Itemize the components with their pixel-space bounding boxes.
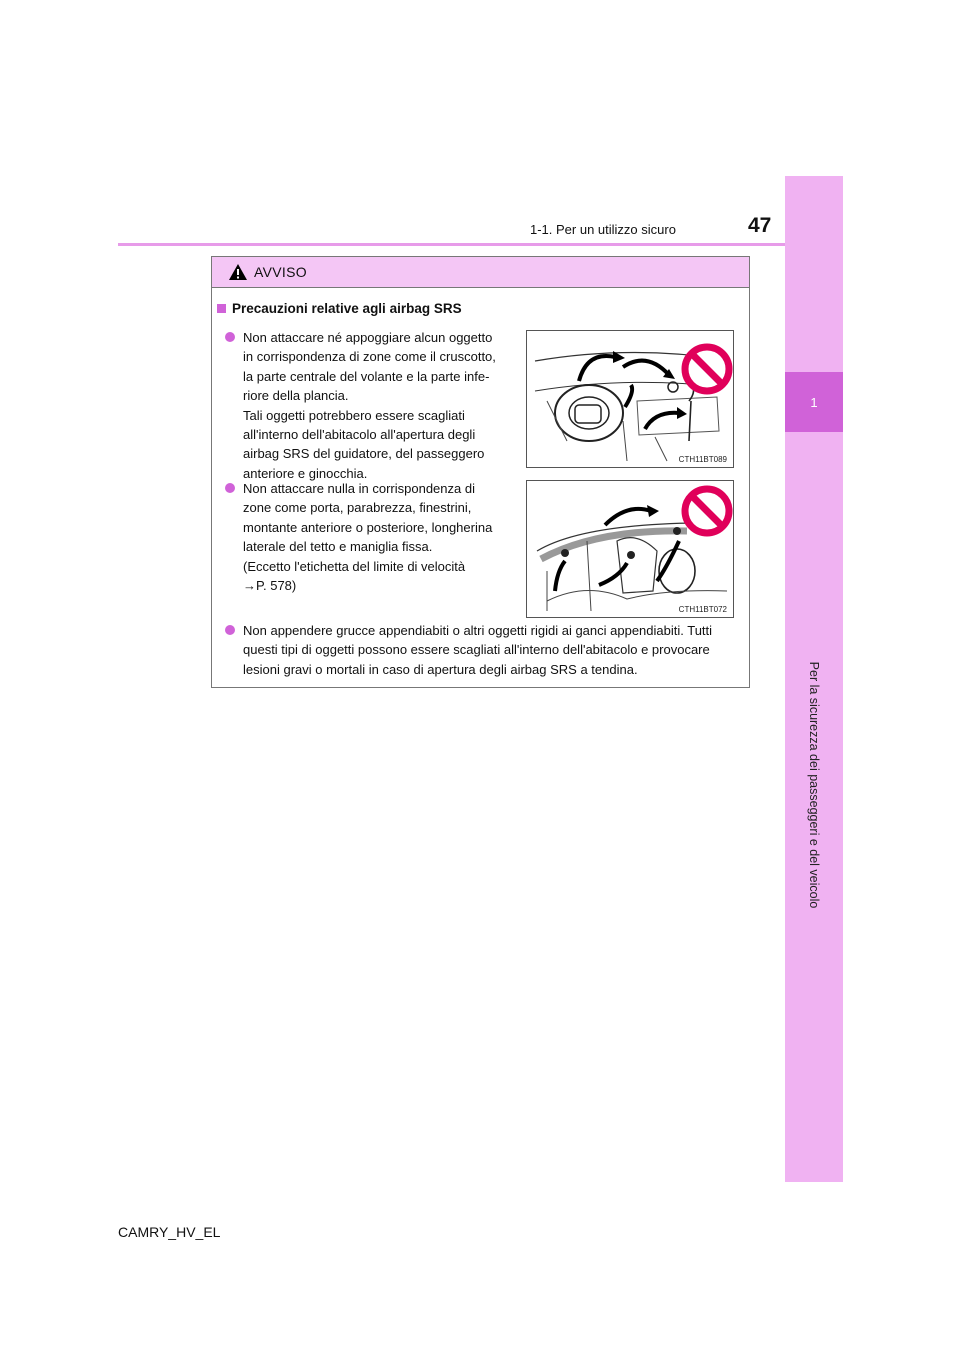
warning-title: AVVISO xyxy=(254,264,307,280)
square-bullet-icon xyxy=(217,304,226,313)
bullet-text xyxy=(243,479,515,595)
section-title: 1-1. Per un utilizzo sicuro xyxy=(530,222,676,237)
text-line: Tali oggetti potrebbero essere scagliati xyxy=(243,407,465,423)
text-line: lesioni gravi o mortali in caso di apertura degli airbag SRS a tendina. xyxy=(243,661,638,677)
bullet-text xyxy=(243,621,745,679)
warning-triangle-icon xyxy=(228,263,248,281)
text-line: Non attaccare nulla in corrispondenza di xyxy=(243,481,475,496)
warning-header xyxy=(212,257,749,288)
cabin-illustration xyxy=(527,481,733,617)
text-line: riore della plancia. xyxy=(243,388,349,404)
bullet-text xyxy=(243,328,515,483)
text-line: la parte centrale del volante e la parte infe- xyxy=(243,368,490,384)
page-number: 47 xyxy=(748,214,772,237)
header-divider xyxy=(118,243,785,246)
text-line: (Eccetto l'etichetta del limite di velocità xyxy=(243,558,466,574)
text-line: Non attaccare né appoggiare alcun oggetto xyxy=(243,330,493,345)
bullet-dot-icon xyxy=(225,483,235,493)
bullet-item xyxy=(225,328,515,483)
chapter-number-tab[interactable] xyxy=(785,372,843,432)
subheading xyxy=(217,301,462,316)
text-line: all'interno dell'abitacolo all'apertura degli xyxy=(243,427,476,443)
bullet-dot-icon xyxy=(225,625,235,635)
text-line: questi tipi di oggetti possono essere scagliati all'interno dell'abitacolo e provocare xyxy=(243,642,710,658)
bullet-item xyxy=(225,479,515,595)
text-line: zone come porta, parabrezza, finestrini, xyxy=(243,500,472,516)
text-line: Non appendere grucce appendiabiti o altri oggetti rigidi ai ganci appendiabiti. Tutti xyxy=(243,623,713,638)
figure-cabin xyxy=(526,480,734,618)
subheading-text: Precauzioni relative agli airbag SRS xyxy=(232,301,462,316)
figure-code: CTH11BT072 xyxy=(678,605,727,614)
text-line: laterale del tetto e maniglia fissa. xyxy=(243,539,433,555)
text-line: in corrispondenza di zone come il cruscotto, xyxy=(243,349,496,365)
warning-box xyxy=(211,256,750,688)
text-line: airbag SRS del guidatore, del passeggero xyxy=(243,446,485,462)
figure-dashboard xyxy=(526,330,734,468)
text-line: anteriore e ginocchia. xyxy=(243,465,368,481)
chapter-title: Per la sicurezza dei passeggeri e del veicolo xyxy=(807,661,821,909)
text-line: montante anteriore o posteriore, longherina xyxy=(243,519,493,535)
bullet-item xyxy=(225,621,745,679)
figure-code: CTH11BT089 xyxy=(678,455,727,464)
text-line: →P. 578) xyxy=(243,578,297,594)
bullet-dot-icon xyxy=(225,332,235,342)
footer-model-code: CAMRY_HV_EL xyxy=(118,1224,221,1240)
chapter-number: 1 xyxy=(810,394,818,410)
dashboard-illustration xyxy=(527,331,733,467)
